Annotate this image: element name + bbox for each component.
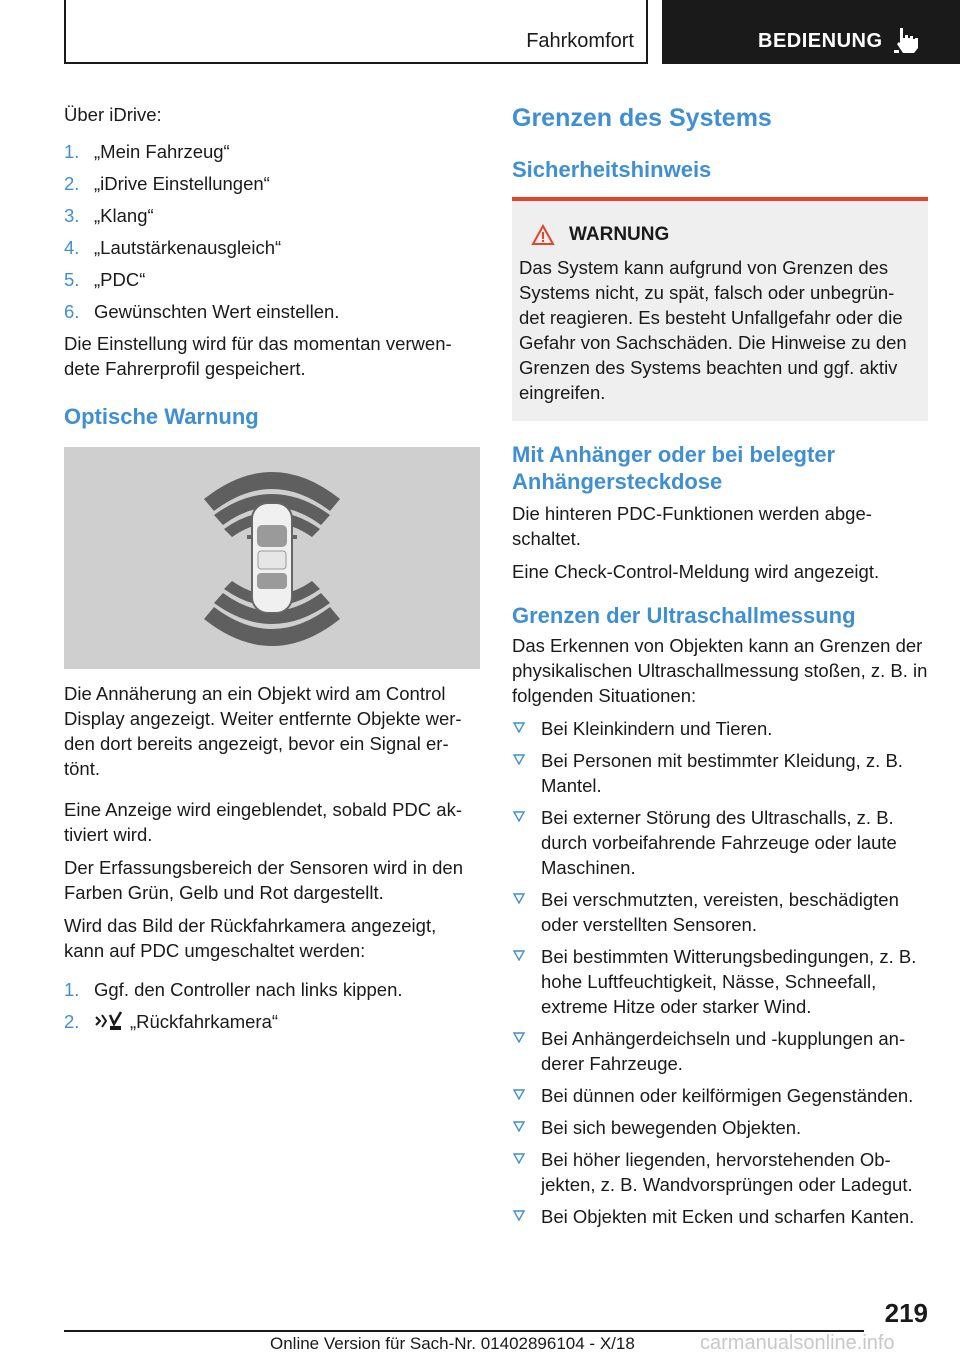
idrive-intro: Über iDrive:	[64, 104, 162, 125]
list-item: 2. „iDrive Einstellungen“	[64, 173, 270, 194]
list-item: 5. „PDC“	[64, 269, 146, 290]
online-version-note: Online Version für Sach-Nr. 01402896104 - X/18	[270, 1334, 635, 1353]
watermark: carmanualsonline.info	[700, 1332, 895, 1354]
bullet-triangle-icon	[513, 1120, 525, 1132]
bullet-triangle-icon	[513, 1031, 525, 1043]
list-item: 4. „Lautstärkenausgleich“	[64, 237, 282, 258]
list-item: Bei verschmutzten, vereisten, beschädigten oder verstellten Sensoren.	[512, 887, 928, 937]
heading-anhaenger: Mit Anhänger oder bei belegter Anhängersteckdose	[512, 442, 836, 494]
limitations-list	[512, 716, 928, 1229]
profile-note: Die Einstellung wird für das momentan verwen-dete Fahrerprofil gespeichert.	[64, 333, 452, 379]
list-item: Bei sich bewegenden Objekten.	[512, 1115, 928, 1140]
page-number: 219	[884, 1298, 928, 1328]
camera-switch-paragraph: Wird das Bild der Rückfahrkamera angezeigt, kann auf PDC umgeschaltet werden:	[64, 915, 437, 961]
list-item: Bei Objekten mit Ecken und scharfen Kanten.	[512, 1204, 928, 1229]
heading-ultraschall: Grenzen der Ultraschallmessung	[512, 603, 856, 628]
list-item: Bei Kleinkindern und Tieren.	[512, 716, 928, 741]
warning-triangle-icon	[531, 224, 555, 246]
sensor-colors-paragraph: Der Erfassungsbereich der Sensoren wird in den Farben Grün, Gelb und Rot dargestellt.	[64, 857, 463, 903]
list-item: 1. „Mein Fahrzeug“	[64, 141, 230, 162]
list-item: Bei dünnen oder keilförmigen Gegenständen.	[512, 1083, 928, 1108]
list-item: 3. „Klang“	[64, 205, 154, 226]
header-section-title: Fahrkomfort	[526, 30, 634, 52]
header-section-box	[64, 0, 648, 64]
bullet-triangle-icon	[513, 1088, 525, 1100]
car-sensor-illustration	[64, 447, 480, 669]
bullet-triangle-icon	[513, 810, 525, 822]
bullet-triangle-icon	[513, 892, 525, 904]
ultrasound-intro: Das Erkennen von Objekten kann an Grenzen der physikalischen Ultraschallmessung stoßen, z. B. in folgenden Situationen:	[512, 635, 928, 706]
list-item: 6. Gewünschten Wert einstellen.	[64, 301, 340, 322]
header-chapter-title: BEDIENUNG	[758, 30, 883, 52]
bullet-triangle-icon	[513, 753, 525, 765]
list-item: Bei Anhängerdeichseln und -kupplungen an-derer Fahrzeuge.	[512, 1026, 928, 1076]
warning-box	[512, 197, 928, 421]
pointing-hand-icon	[894, 26, 920, 54]
list-item: Bei Personen mit bestimmter Kleidung, z. B. Mantel.	[512, 748, 928, 798]
bullet-triangle-icon	[513, 721, 525, 733]
list-item: Bei höher liegenden, hervorstehenden Ob-jekten, z. B. Wandvorsprüngen oder Ladegut.	[512, 1147, 928, 1197]
section-heading-optische-warnung: Optische Warnung	[64, 404, 259, 429]
right-column	[512, 102, 928, 1236]
bullet-triangle-icon	[513, 1152, 525, 1164]
list-item: Bei bestimmten Witterungsbedingungen, z. B. hohe Luftfeuchtigkeit, Nässe, Schneefall, extreme Hitze oder starker Wind.	[512, 944, 928, 1019]
list-item: Bei externer Störung des Ultraschalls, z. B. durch vorbeifahrende Fahrzeuge oder laute Maschinen.	[512, 805, 928, 880]
check-control-paragraph: Eine Check-Control-Meldung wird angezeigt.	[512, 561, 880, 582]
approach-paragraph: Die Annäherung an ein Objekt wird am Control Display angezeigt. Weiter entfernte Objekte wer-den dort bereits angezeigt, bevor ein Signal er-tönt.	[64, 683, 462, 779]
camera-steps	[64, 977, 480, 1034]
parking-sensor-icon	[94, 1011, 124, 1031]
heading-sicherheitshinweis: Sicherheitshinweis	[512, 157, 712, 182]
bullet-triangle-icon	[513, 949, 525, 961]
idrive-steps	[64, 139, 480, 324]
activation-paragraph: Eine Anzeige wird eingeblendet, sobald PDC ak-tiviert wird.	[64, 799, 462, 845]
pdc-off-paragraph: Die hinteren PDC-Funktionen werden abge-schaltet.	[512, 503, 872, 549]
bullet-triangle-icon	[513, 1209, 525, 1221]
warning-title: WARNUNG	[569, 224, 670, 245]
list-item: 2. „Rückfahrkamera“	[64, 1011, 279, 1032]
list-item: 1. Ggf. den Controller nach links kippen.	[64, 979, 403, 1000]
heading-grenzen-des-systems: Grenzen des Systems	[512, 104, 772, 132]
left-column	[64, 102, 480, 1041]
pdc-display-image	[64, 447, 480, 669]
warning-text: Das System kann aufgrund von Grenzen des Systems nicht, zu spät, falsch oder unbegrün-det reagieren. Es besteht Unfallgefahr oder die Gefahr von Sachschäden. Die Hinweise zu den Grenzen des Systems beachten und ggf. aktiv eingreifen.	[519, 257, 907, 403]
